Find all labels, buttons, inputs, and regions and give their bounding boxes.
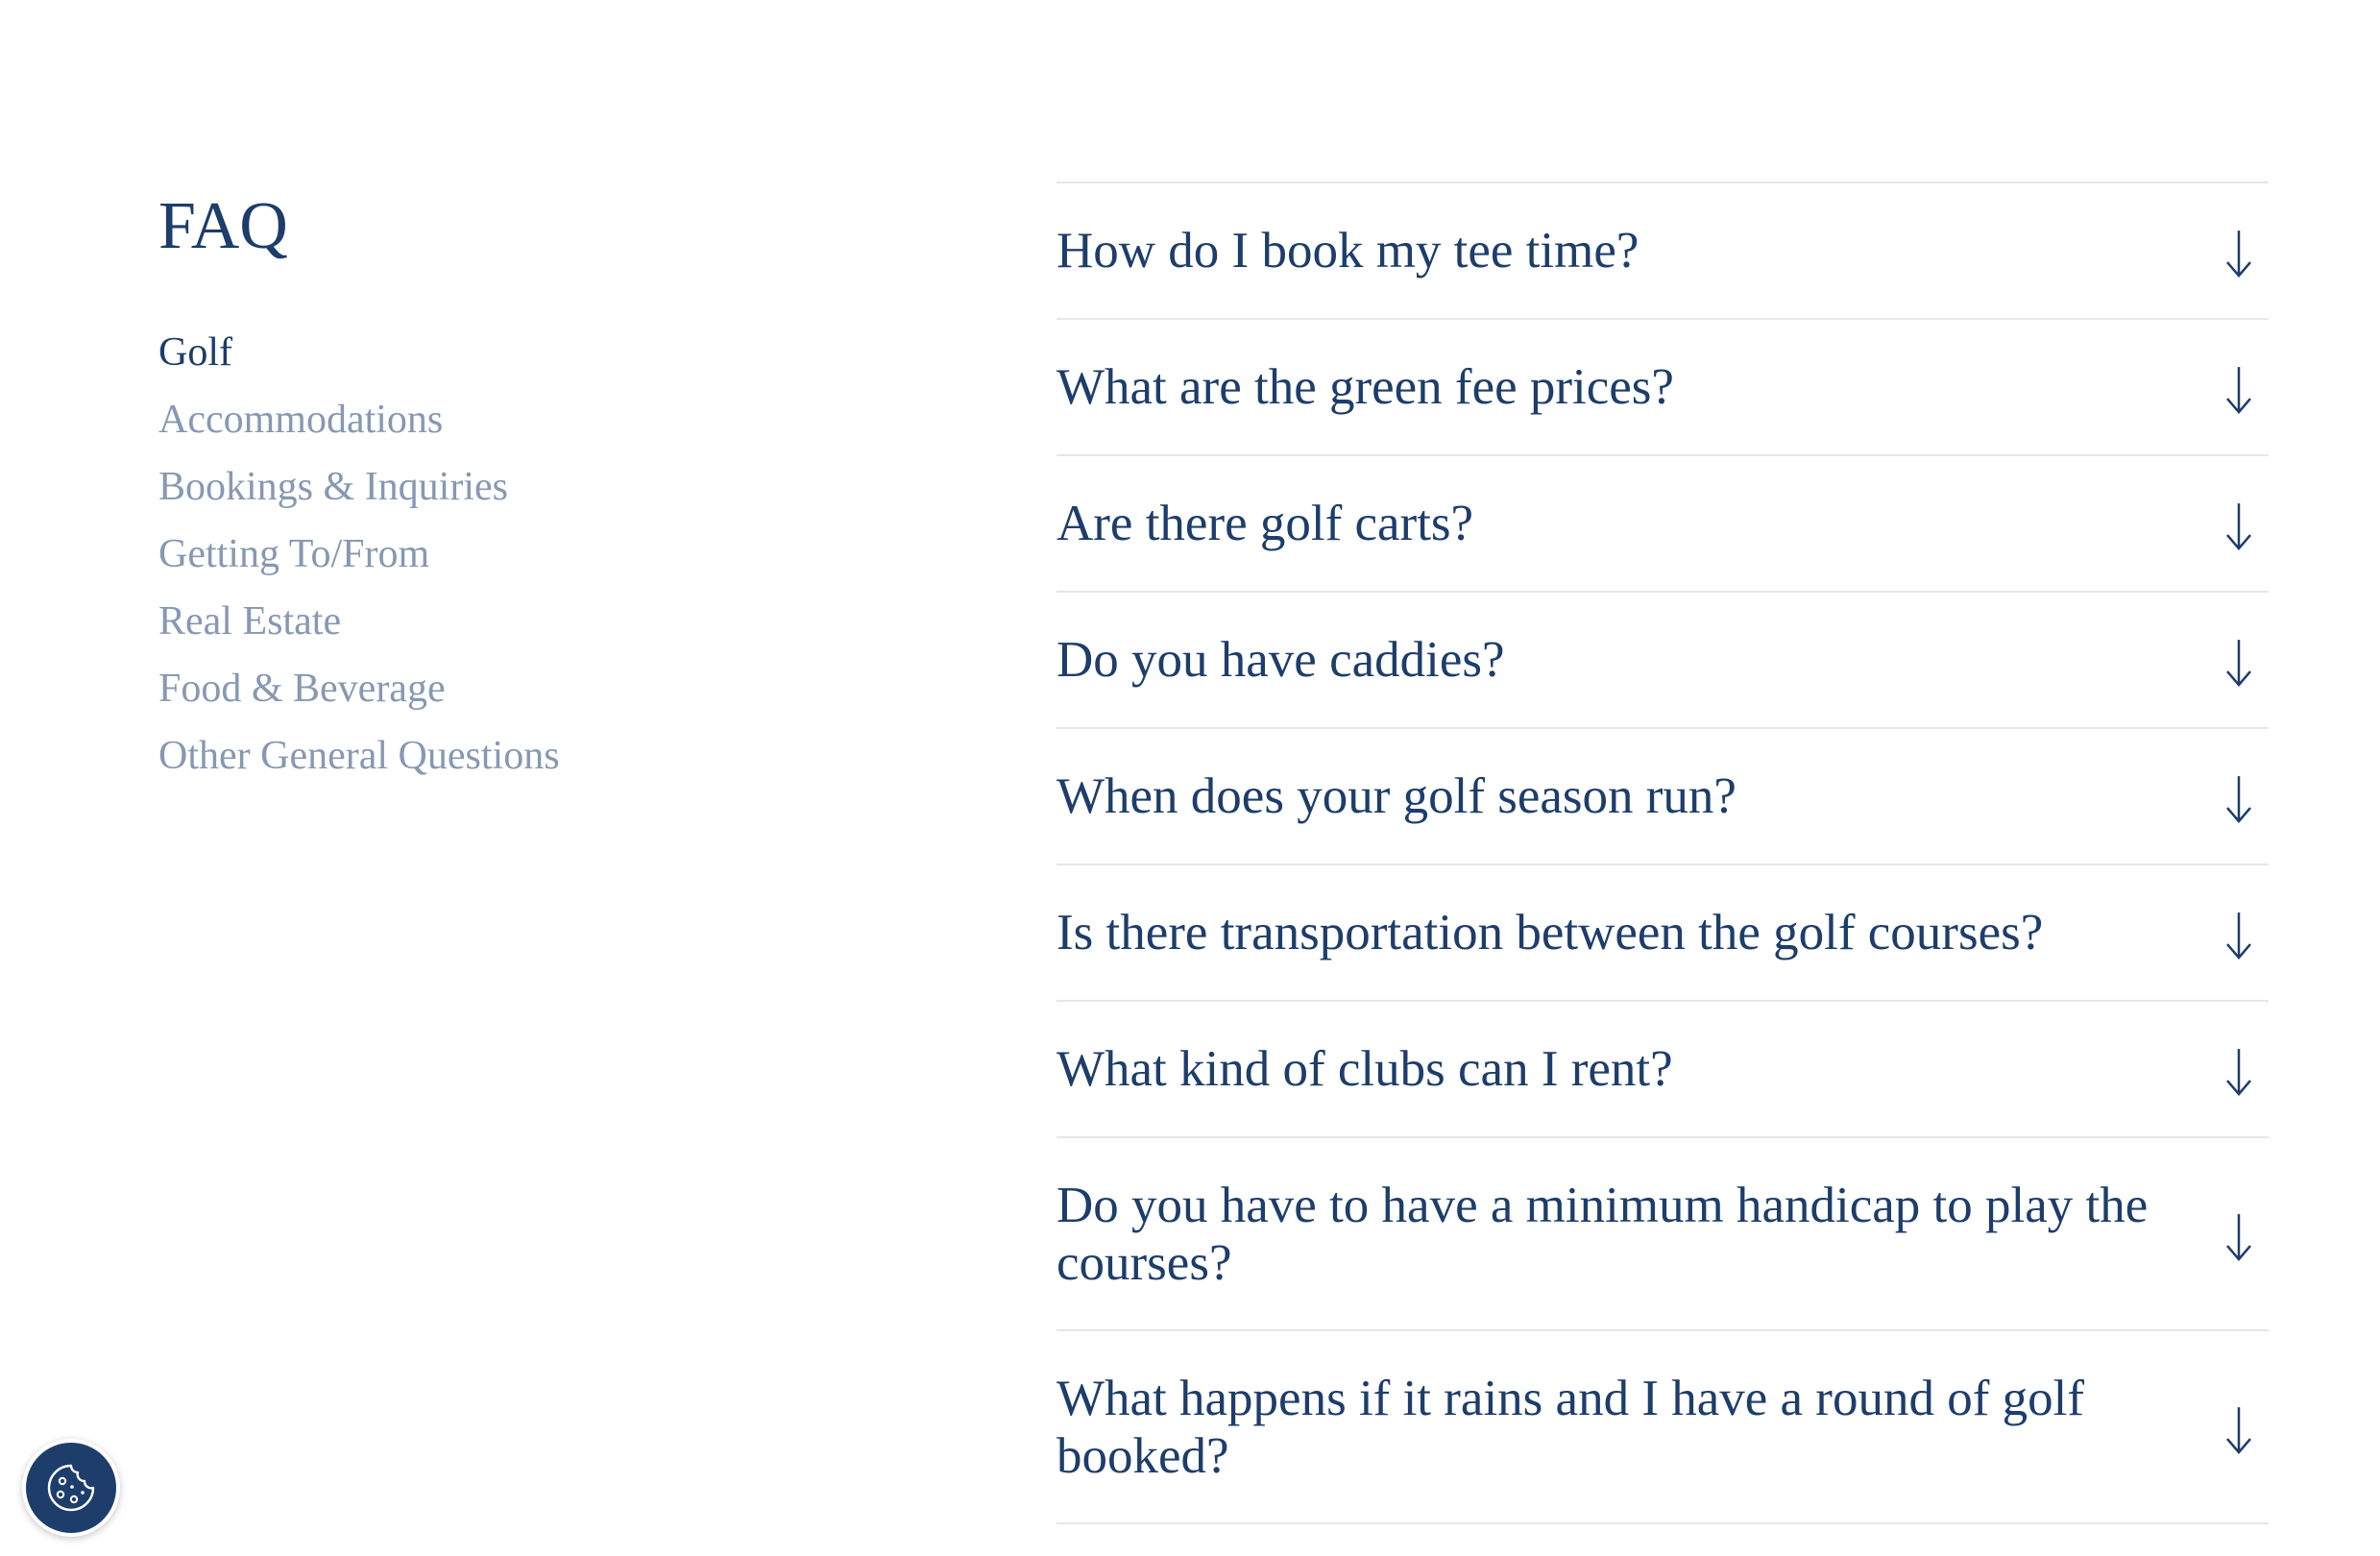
cookie-icon [44,1461,98,1515]
faq-question: What kind of clubs can I rent? [1056,1041,1673,1097]
faq-item[interactable] [1056,593,2269,729]
faq-item[interactable] [1056,729,2269,865]
category-real-estate[interactable]: Real Estate [158,599,342,644]
faq-question: Do you have caddies? [1056,632,1505,688]
faq-question: Are there golf carts? [1056,496,1474,551]
faq-item[interactable] [1056,1138,2269,1331]
faq-question: What are the green fee prices? [1056,359,1674,415]
category-accommodations[interactable]: Accommodations [158,398,444,442]
arrow-down-icon [2222,501,2255,551]
arrow-down-icon [2222,365,2255,415]
category-bookings-inquiries[interactable]: Bookings & Inquiries [158,465,508,509]
category-getting-to-from[interactable]: Getting To/From [158,532,430,576]
faq-question: What happens if it rains and I have a round of golf booked? [1056,1370,2084,1484]
faq-item[interactable] [1056,183,2269,320]
page-title: FAQ [158,189,288,263]
arrow-down-icon [2222,911,2255,960]
arrow-down-icon [2222,638,2255,688]
faq-item[interactable] [1056,1002,2269,1138]
faq-question: Do you have to have a minimum handicap to play the courses? [1056,1177,2149,1291]
arrow-down-icon [2222,1405,2255,1455]
category-golf[interactable]: Golf [158,330,232,375]
category-food-beverage[interactable]: Food & Beverage [158,667,446,711]
arrow-down-icon [2222,1047,2255,1097]
arrow-down-icon [2222,1212,2255,1262]
arrow-down-icon [2222,229,2255,279]
faq-category-nav [158,319,560,790]
faq-item[interactable] [1056,456,2269,593]
faq-item[interactable] [1056,320,2269,456]
faq-item[interactable] [1056,1331,2269,1524]
cookie-settings-button[interactable] [26,1443,116,1533]
faq-question: How do I book my tee time? [1056,223,1639,279]
faq-accordion [1056,182,2269,1524]
faq-item[interactable] [1056,865,2269,1002]
faq-question: When does your golf season run? [1056,768,1736,824]
faq-question: Is there transportation between the golf courses? [1056,905,2044,960]
arrow-down-icon [2222,774,2255,824]
category-other-general-questions[interactable]: Other General Questions [158,734,560,778]
